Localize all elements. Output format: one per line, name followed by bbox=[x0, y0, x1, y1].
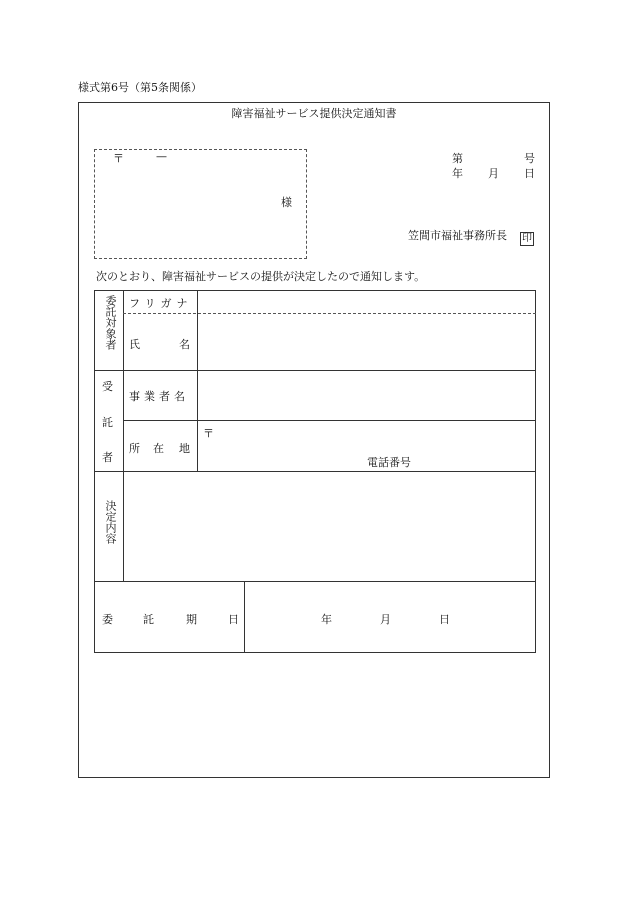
furigana-label: フリガナ bbox=[129, 297, 193, 310]
form-number: 様式第6号（第5条関係） bbox=[78, 81, 202, 94]
row-divider-1 bbox=[95, 370, 536, 371]
row-divider-4 bbox=[95, 581, 536, 582]
name-label-1: 氏 bbox=[129, 338, 140, 351]
form-title: 障害福祉サービス提供決定通知書 bbox=[231, 107, 397, 120]
issuer: 笠間市福祉事務所長 bbox=[408, 229, 507, 242]
period-month: 月 bbox=[380, 613, 391, 626]
period-year: 年 bbox=[321, 613, 332, 626]
contractor-header-3: 者 bbox=[102, 451, 113, 464]
location-label-3: 地 bbox=[179, 442, 190, 455]
business-name-label: 事業者名 bbox=[129, 390, 189, 403]
address-box bbox=[94, 149, 307, 259]
location-postal-mark: 〒 bbox=[203, 427, 214, 440]
intro-text: 次のとおり、障害福祉サービスの提供が決定したので通知します。 bbox=[96, 270, 426, 283]
decision-header: 決定内容 bbox=[104, 500, 117, 544]
col-divider-left bbox=[123, 291, 124, 581]
date-year: 年 bbox=[452, 167, 463, 180]
period-label-3: 期 bbox=[186, 613, 197, 626]
period-label-2: 託 bbox=[143, 613, 154, 626]
period-day: 日 bbox=[439, 613, 450, 626]
doc-number-dai: 第 bbox=[452, 152, 463, 165]
period-label-1: 委 bbox=[102, 613, 113, 626]
furigana-divider bbox=[123, 313, 536, 314]
row-divider-3 bbox=[95, 471, 536, 472]
date-month: 月 bbox=[488, 167, 499, 180]
seal-label: 印 bbox=[522, 233, 532, 244]
seal-mark bbox=[520, 226, 534, 246]
contractor-header-1: 受 bbox=[102, 380, 113, 393]
contractor-header-2: 託 bbox=[102, 416, 113, 429]
details-table bbox=[94, 290, 536, 653]
location-label-1: 所 bbox=[129, 442, 140, 455]
name-label-2: 名 bbox=[179, 338, 190, 351]
date-day: 日 bbox=[524, 167, 535, 180]
postal-mark: 〒 bbox=[113, 152, 124, 165]
location-label-2: 在 bbox=[153, 442, 164, 455]
recipient-header: 委託対象者 bbox=[104, 295, 117, 350]
phone-label: 電話番号 bbox=[367, 456, 411, 469]
doc-number-go: 号 bbox=[524, 152, 535, 165]
honorific-sama: 様 bbox=[281, 196, 292, 209]
col-divider-period bbox=[244, 582, 245, 653]
postal-dash: — bbox=[156, 150, 167, 163]
col-divider-label bbox=[197, 291, 198, 471]
row-divider-2 bbox=[123, 420, 536, 421]
period-label-4: 日 bbox=[228, 613, 239, 626]
